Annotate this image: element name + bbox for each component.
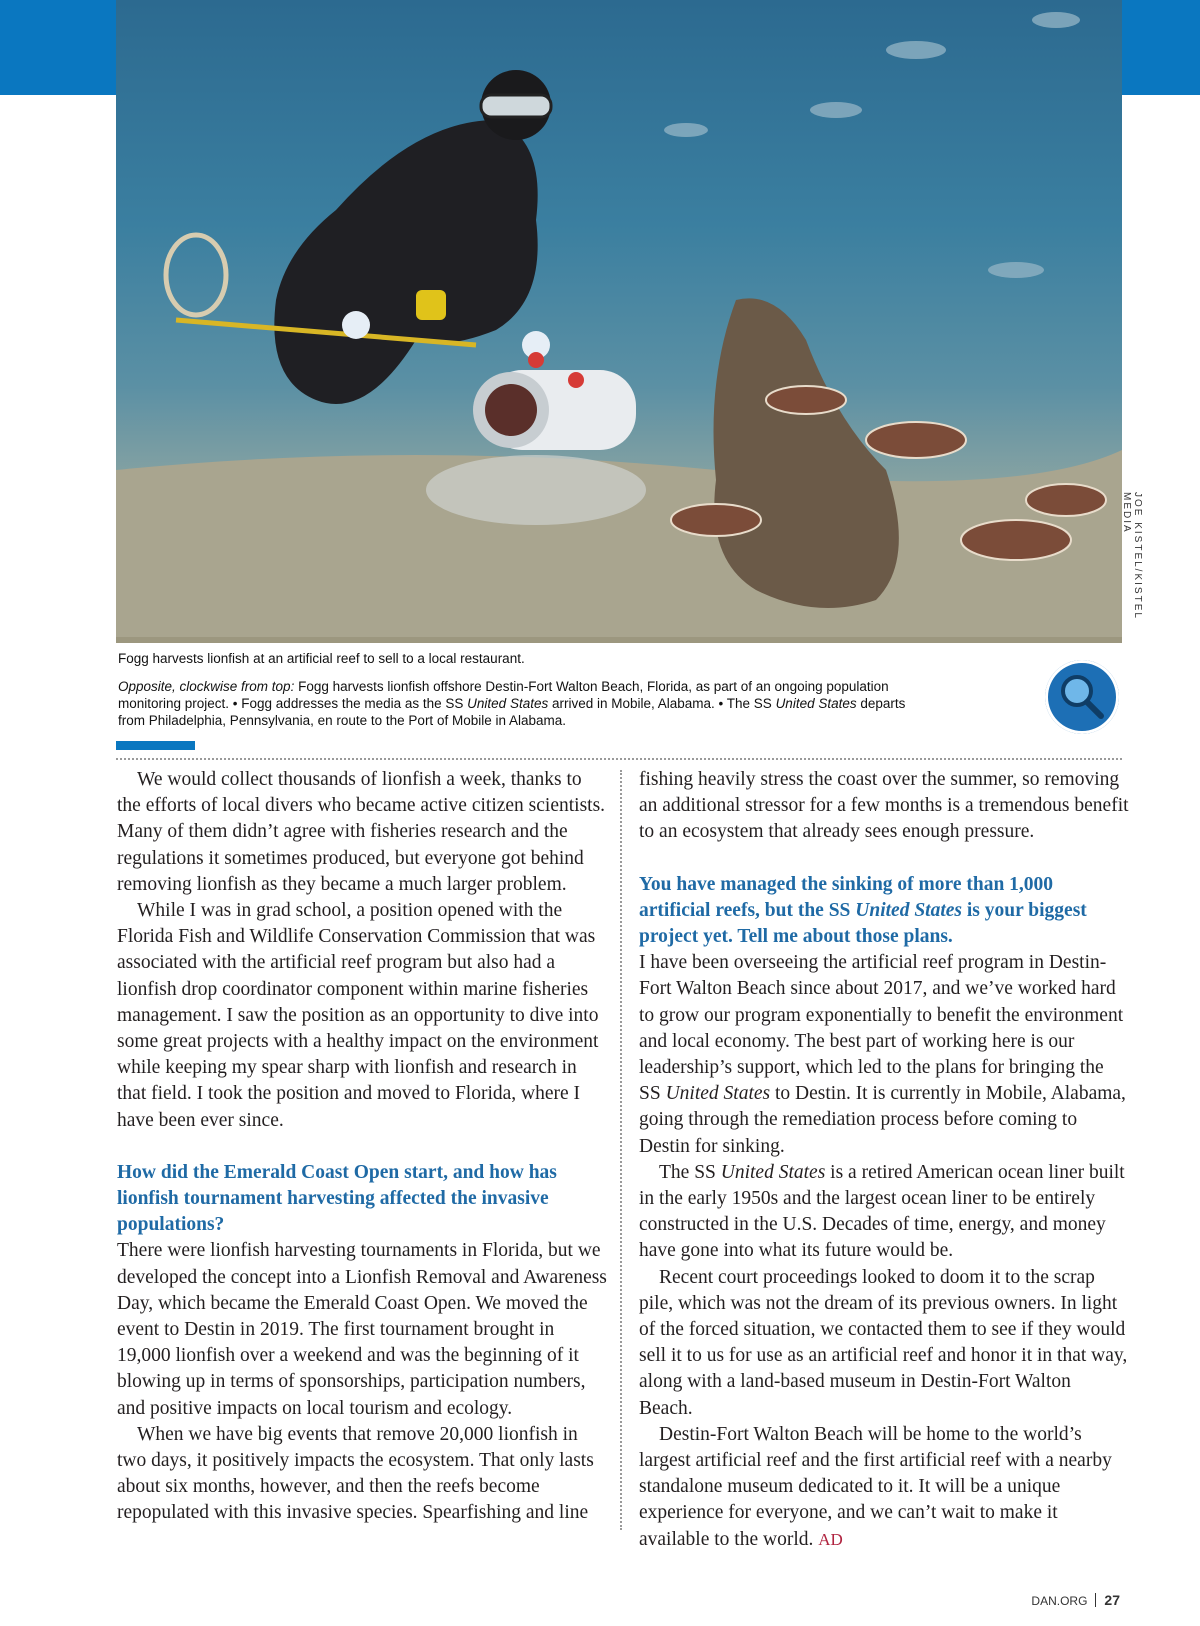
interview-question: How did the Emerald Coast Open start, and how has lionfish tournament harvesting affected the invasive populations? [117,1161,557,1236]
caption-text-1: Fogg harvests lionfish offshore Destin-Fort Walton Beach, Florida, as part of an ongoing population monitoring project. • Fogg addresses the media as the SS [118,679,889,711]
page-footer [960,1592,1120,1608]
question-italic: United States [855,899,962,921]
paragraph-text: to Destin. It is currently in Mobile, Alabama, going through the remediation process before coming to Destin for sinking. [639,1083,1126,1157]
caption-lead: Opposite, clockwise from top: [118,679,295,694]
interview-question [639,872,1129,951]
diver-lionfish-photo [116,0,1122,643]
paragraph: When we have big events that remove 20,000 lionfish in two days, it positively impacts the ecosystem. That only lasts about six months, however, and then the reefs become repopulated with this invasive species. Spearfishing and line [117,1423,594,1524]
containment-tube [473,352,636,450]
corner-accent-right [1122,0,1200,95]
caption-text-3: departs from Philadelphia, Pennsylvania, en route to the Port of Mobile in Alabama. [118,696,906,728]
paragraph-text: The SS [659,1161,721,1183]
article-column-left [117,767,607,1527]
end-mark: AD [818,1529,843,1549]
paragraph-italic: United States [665,1083,771,1105]
caption-italic-1: United States [467,696,549,711]
paragraph: There were lionfish harvesting tournaments in Florida, but we developed the concept into a Lionfish Removal and Awareness Day, which became the Emerald Coast Open. We moved the event to Destin in 2019. The first tournament brought in 19,000 lionfish over a weekend and was the beginning of it blowing up in terms of sponsorships, participation numbers, and positive impacts on local tourism and ecology. [117,1240,607,1419]
footer-separator [1095,1593,1096,1607]
paragraph-text: is a retired American ocean liner built in the early 1950s and the largest ocean liner to be entirely constructed in the U.S. Decades of time, energy, and money have gone into what its future would be. [639,1161,1125,1262]
paragraph: fishing heavily stress the coast over the summer, so removing an additional stressor for a few months is a tremendous benefit to an ecosystem that already sees enough pressure. [639,769,1129,843]
paragraph [639,1160,1129,1265]
paragraph [639,950,1129,1160]
corner-accent-left [0,0,116,95]
question-text-a: You have managed the sinking of more than 1,000 artificial reefs, but the SS [639,873,1054,921]
article-column-right [639,767,1129,1553]
photo-credit: JOE KISTEL/KISTEL MEDIA [1121,492,1143,620]
caption-italic-2: United States [775,696,857,711]
photo-illustration [116,0,1122,643]
magnifying-glass-icon [1045,660,1119,734]
paragraph [639,1422,1129,1553]
caption-main-text: Fogg harvests lionfish at an artificial reef to sell to a local restaurant. [118,651,525,666]
question-text-b: is your biggest project yet. Tell me about those plans. [639,899,1087,948]
paragraph: We would collect thousands of lionfish a week, thanks to the efforts of local divers who became active citizen scientists. Many of them didn’t agree with fisheries research and the regulations it sometimes produced, but everyone got behind removing lionfish as they became a much larger problem. [117,769,606,895]
section-divider [116,758,1122,760]
reef-structure [714,298,899,608]
page-number: 27 [1104,1592,1120,1608]
scuba-diver [166,70,551,404]
column-divider [620,770,622,1530]
paragraph: While I was in grad school, a position opened with the Florida Fish and Wildlife Conservation Commission that was associated with the artificial reef program but also had a lionfish drop coordinator component within marine fisheries management. I saw the position as an opportunity to dive into some great projects with a healthy impact on the environment while keeping my spear sharp with lionfish and research in that field. I took the position and moved to Florida, where I have been ever since. [117,900,599,1131]
paragraph-text: Destin-Fort Walton Beach will be home to the world’s largest artificial reef and the first artificial reef with a nearby standalone museum dedicated to it. It will be a unique experience for everyone, and we can’t wait to make it available to the world. [639,1423,1112,1550]
paragraph: Recent court proceedings looked to doom it to the scrap pile, which was not the dream of its previous owners. In light of the forced situation, we contacted them to see if they would sell it to us for use as an artificial reef and honor it in that way, along with a land-based museum in Destin-Fort Walton Beach. [639,1266,1128,1419]
photo-caption-secondary [118,678,918,729]
photo-caption [118,650,918,667]
caption-accent-bar [116,741,195,750]
paragraph-italic: United States [720,1161,826,1183]
sand-cloud [426,455,646,525]
paragraph-text: I have been overseeing the artificial reef program in Destin-Fort Walton Beach since about 2017, and we’ve worked hard to grow our program exponentially to benefit the environment and local economy. The best part of working here is our leadership’s support, which led to the plans for bringing the SS [639,952,1124,1105]
footer-site: DAN.ORG [1031,1594,1088,1608]
background-fish [664,12,1080,278]
caption-text-2: arrived in Mobile, Alabama. • The SS [548,696,776,711]
